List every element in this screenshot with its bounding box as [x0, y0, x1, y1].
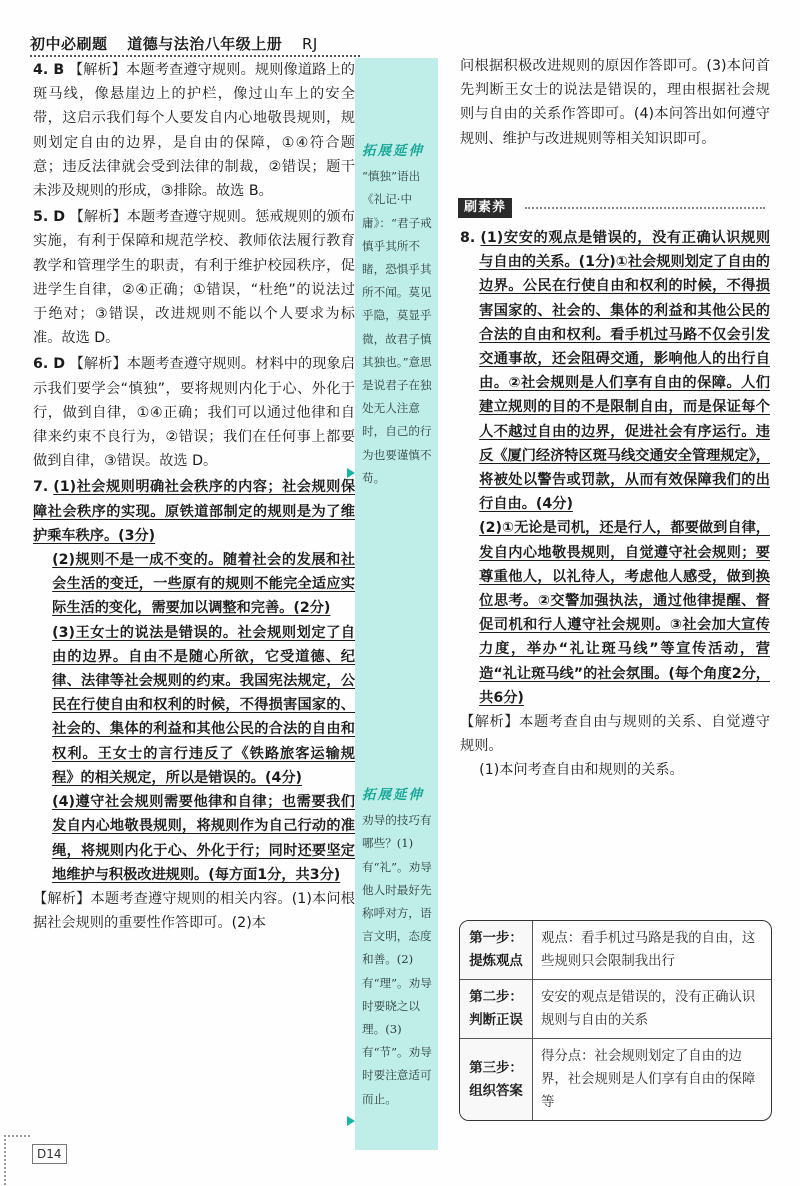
page-number: D14: [32, 1144, 67, 1164]
q4-text: 【解析】本题考查遵守规则。规则像道路上的斑马线，像悬崖边上的护栏，像过山车上的安全带，这启示我们每个人要发自内心地敬畏规则，规则划定自由的边界，是自由的保障，①④符合题意；违反法律就会受到法律的制裁，②错误；题干未涉及规则的形成，③排除。故选 B。: [33, 62, 355, 200]
running-header: [30, 33, 332, 54]
tip-box-2: [362, 784, 434, 1111]
q8-sub1: (1)本问考查自由和规则的关系。: [479, 762, 684, 779]
series-name: 初中必刷题: [30, 35, 108, 53]
answer-q6: [33, 352, 355, 473]
q7-analysis-continued: 问根据积极改进规则的原因作答即可。(3)本问首先判断王女士的说法是错误的，理由根据社会规则与自由的关系作答即可。(4)本问答出如何遵守规则、维护与改进规则等相关知识即可。: [460, 58, 770, 147]
step-row: [460, 921, 771, 979]
q8-analysis: 【解析】本题考查自由与规则的关系、自觉遵守规则。: [460, 714, 770, 755]
answer-q7-part2: [33, 548, 355, 621]
answer-q7-part4: [33, 790, 355, 887]
q6-text: 【解析】本题考查遵守规则。材料中的现象启示我们要学会“慎独”，要将规则内化于心、外化于行，做到自律，①④正确；我们可以通过他律和自律来约束不良行为，②错误；我们在任何事上都要做到自律，③错误。故选 D。: [33, 356, 355, 470]
left-column: [33, 58, 355, 935]
q7-a3: (3)王女士的说法是错误的。社会规则划定了自由的边界。自由不是随心所欲，它受道德、纪律、法律等社会规则的约束。我国宪法规定，公民在行使自由和权利的时候，不得损害国家的、社会的、集体的利益和其他公民的合法的自由和权利。王女士的言行违反了《铁路旅客运输规程》的相关规定，所以是错误的。(4分): [52, 624, 355, 786]
tip2-text: 劝导的技巧有哪些？(1)有“礼”。劝导他人时最好先称呼对方，语言文明，态度和善。(2)有“理”。劝导时要晓之以理。(3)有“节”。劝导时要注意适可而止。: [362, 813, 432, 1106]
tip2-title: 拓展延伸: [362, 787, 424, 803]
right-column-top: [460, 54, 770, 151]
tip1-title: 拓展延伸: [362, 143, 424, 159]
step-label: 第一步：提炼观点: [460, 921, 533, 979]
q8-a2: (2)①无论是司机，还是行人，都要做到自律，发自内心地敬畏规则，自觉遵守社会规则；要尊重他人，以礼待人，考虑他人感受，做到换位思考。②交警加强执法，通过他律提醒、督促司机和行人遵守社会规则。③社会加大宣传力度，举办“礼让斑马线”等宣传活动，营造“礼让斑马线”的社会氛围。(每个角度2分，共6分): [479, 520, 770, 706]
footer-corner-dots-vertical: [4, 1135, 6, 1185]
edition-tag: RJ: [302, 35, 318, 53]
q7-analysis: 【解析】本题考查遵守规则的相关内容。(1)本问根据社会规则的重要性作答即可。(2)本: [33, 890, 355, 932]
answer-q7-part1: [33, 475, 355, 548]
step-content: 得分点：社会规则划定了自由的边界，社会规则是人们享有自由的保障等: [533, 1038, 771, 1120]
q7-a2: (2)规则不是一成不变的。随着社会的发展和社会生活的变迁，一些原有的规则不能完全适应实际生活的变化，需要加以调整和完善。(2分): [52, 552, 355, 617]
answer-q5: [33, 205, 355, 350]
tip1-text: “慎独”语出《礼记·中庸》：“君子戒慎乎其所不睹，恐惧乎其所不闻。莫见乎隐，莫显乎微，故君子慎其独也。”意思是说君子在独处无人注意时，自己的行为也要谨慎不苟。: [362, 169, 432, 485]
step-label: 第三步：组织答案: [460, 1038, 533, 1120]
q7-a4: (4)遵守社会规则需要他律和自律；也需要我们发自内心地敬畏规则，将规则作为自己行动的准绳，将规则内化于心、外化于行；同时还要坚定地维护与积极改进规则。(每方面1分，共3分): [52, 794, 355, 883]
step-content: 观点：看手机过马路是我的自由，这些规则只会限制我出行: [541, 931, 756, 969]
book-title: 道德与法治八年级上册: [127, 35, 283, 53]
section-divider: [525, 207, 765, 209]
tip2-pointer-icon: [347, 1116, 355, 1126]
answer-q4: [33, 58, 355, 203]
q8-number: 8.: [460, 230, 476, 246]
answer-q7-part3: [33, 621, 355, 790]
section-badge: 刷素养: [458, 198, 512, 218]
step-content: 安安的观点是错误的，没有正确认识规则与自由的关系: [533, 979, 771, 1038]
q7-number: 7.: [33, 479, 49, 496]
tip-box-1: [362, 140, 434, 490]
q5-number: 5. D: [33, 209, 66, 226]
answer-q8-part1: [460, 226, 770, 516]
tip1-pointer-icon: [347, 468, 355, 478]
q5-text: 【解析】本题考查遵守规则。惩戒规则的颁布实施，有利于保障和规范学校、教师依法履行教育教学和管理学生的职责，有利于维护校园秩序，促进学生自律，②④正确；①错误，“杜绝”的说法过于绝对；③错误，改进规则不能以个人要求为标准。故选 D。: [33, 209, 355, 347]
step-row: [460, 1038, 771, 1120]
q6-number: 6. D: [33, 356, 66, 373]
step-label: 第二步：判断正误: [460, 979, 533, 1038]
footer-corner-dots: [4, 1135, 30, 1137]
right-column-q8: [460, 226, 770, 783]
q7-a1: (1)社会规则明确社会秩序的内容；社会规则保障社会秩序的实现。原铁道部制定的规则是为了维护乘车秩序。(3分): [33, 479, 356, 544]
q8-a1: (1)安安的观点是错误的，没有正确认识规则与自由的关系。(1分)①社会规则划定了自由的边界。公民在行使自由和权利的时候，不得损害国家的、社会的、集体的利益和其他公民的合法的自由和权利。看手机过马路不仅会引发交通事故，还会阻碍交通，影响他人的出行自由。②社会规则是人们享有自由的保障。人们建立规则的目的不是限制自由，而是保证每个人不越过自由的边界，促进社会有序运行。违反《厦门经济特区斑马线交通安全管理规定》，将被处以警告或罚款，从而有效保障我们的出行自由。(4分): [479, 230, 771, 513]
header-divider: [30, 55, 360, 57]
answer-steps-table: [459, 920, 772, 1121]
q4-number: 4. B: [33, 62, 65, 78]
answer-q8-part2: [460, 516, 770, 710]
step-row: [460, 979, 771, 1038]
